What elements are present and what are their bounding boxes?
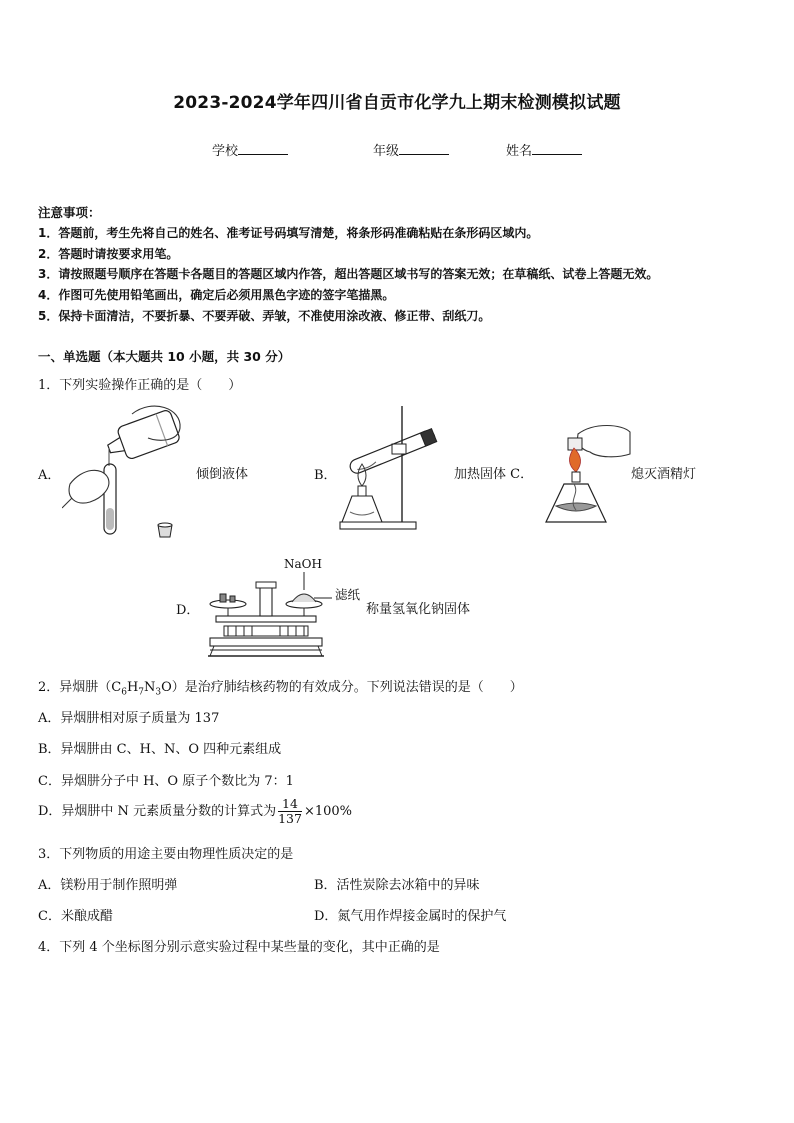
fraction-denominator: 137 [278, 811, 302, 826]
q2-n: N [144, 680, 156, 695]
fraction [278, 797, 302, 826]
balance-illustration [206, 572, 336, 660]
q1-option-d-letter: D． [176, 603, 200, 618]
grade-field [373, 140, 449, 159]
q2-option-d [38, 797, 352, 826]
name-blank[interactable] [532, 142, 582, 155]
name-field [506, 140, 582, 159]
note-item: 4．作图可先使用铅笔画出，确定后必须用黑色字迹的签字笔描黑。 [38, 288, 395, 302]
note-item: 3．请按照题号顺序在答题卡各题目的答题区域内作答，超出答题区域书写的答案无效；在草稿纸、试卷上答题无效。 [38, 267, 659, 281]
naoh-label: NaOH [284, 557, 322, 571]
q2-sub-n: 3 [155, 687, 162, 698]
q3-option-d: D．氮气用作焊接金属时的保护气 [314, 909, 507, 924]
note-item: 2．答题时请按要求用笔。 [38, 247, 179, 261]
q2-h: H [126, 680, 139, 695]
school-blank[interactable] [238, 142, 288, 155]
section-heading: 一、单选题（本大题共 10 小题，共 30 分） [38, 349, 291, 364]
page-title: 2023-2024学年四川省自贡市化学九上期末检测模拟试题 [173, 93, 621, 113]
note-item: 5．保持卡面清洁，不要折暴、不要弄破、弄皱，不准使用涂改液、修正带、刮纸刀。 [38, 309, 491, 323]
q1-stem: 1．下列实验操作正确的是（ ） [38, 378, 242, 393]
q2-option-b: B．异烟肼由 C、H、N、O 四种元素组成 [38, 742, 282, 757]
extinguish-lamp-illustration [538, 420, 632, 530]
name-label: 姓名 [506, 144, 533, 159]
q2-stem [38, 676, 523, 698]
q1-option-d-label: 称量氢氧化钠固体 [366, 602, 471, 617]
heating-solid-illustration [330, 404, 450, 532]
fraction-numerator: 14 [278, 797, 302, 812]
q3-stem: 3．下列物质的用途主要由物理性质决定的是 [38, 847, 294, 862]
school-field [212, 140, 288, 159]
stopper-icon [155, 521, 175, 539]
q2-sub-c: 6 [121, 687, 127, 698]
notes-header: 注意事项： [38, 205, 101, 220]
q2-stem-post: O）是治疗肺结核药物的有效成分。下列说法错误的是（ ） [161, 680, 523, 695]
note-item: 1．答题前，考生先将自己的姓名、准考证号码填写清楚，将条形码准确粘贴在条形码区域内。 [38, 226, 539, 240]
grade-blank[interactable] [399, 142, 449, 155]
grade-label: 年级 [373, 144, 400, 159]
q2-option-d-suffix: ×100% [303, 804, 352, 819]
pouring-liquid-illustration [62, 398, 192, 540]
q2-stem-pre: 2．异烟肼（C [38, 680, 122, 695]
q2-option-c: C．异烟肼分子中 H、O 原子个数比为 7：1 [38, 774, 294, 789]
q1-option-c-label: 熄灭酒精灯 [631, 467, 697, 482]
q1-option-b-letter: B． [314, 468, 337, 483]
q2-sub-h: 7 [138, 687, 145, 698]
q3-option-c: C．米酿成醋 [38, 909, 113, 924]
q1-option-a-letter: A． [38, 468, 61, 483]
q2-option-a: A．异烟肼相对原子质量为 137 [38, 711, 220, 726]
school-label: 学校 [212, 144, 239, 159]
q4-stem: 4．下列 4 个坐标图分别示意实验过程中某些量的变化，其中正确的是 [38, 940, 440, 955]
q1-option-a-label: 倾倒液体 [196, 467, 249, 482]
q1-option-b-label: 加热固体 C． [454, 467, 534, 482]
q3-option-a: A．镁粉用于制作照明弹 [38, 878, 178, 893]
q2-option-d-text: D．异烟肼中 N 元素质量分数的计算式为 [38, 804, 277, 819]
filter-paper-label: 滤纸 [335, 587, 361, 602]
q3-option-b: B．活性炭除去冰箱中的异味 [314, 878, 480, 893]
